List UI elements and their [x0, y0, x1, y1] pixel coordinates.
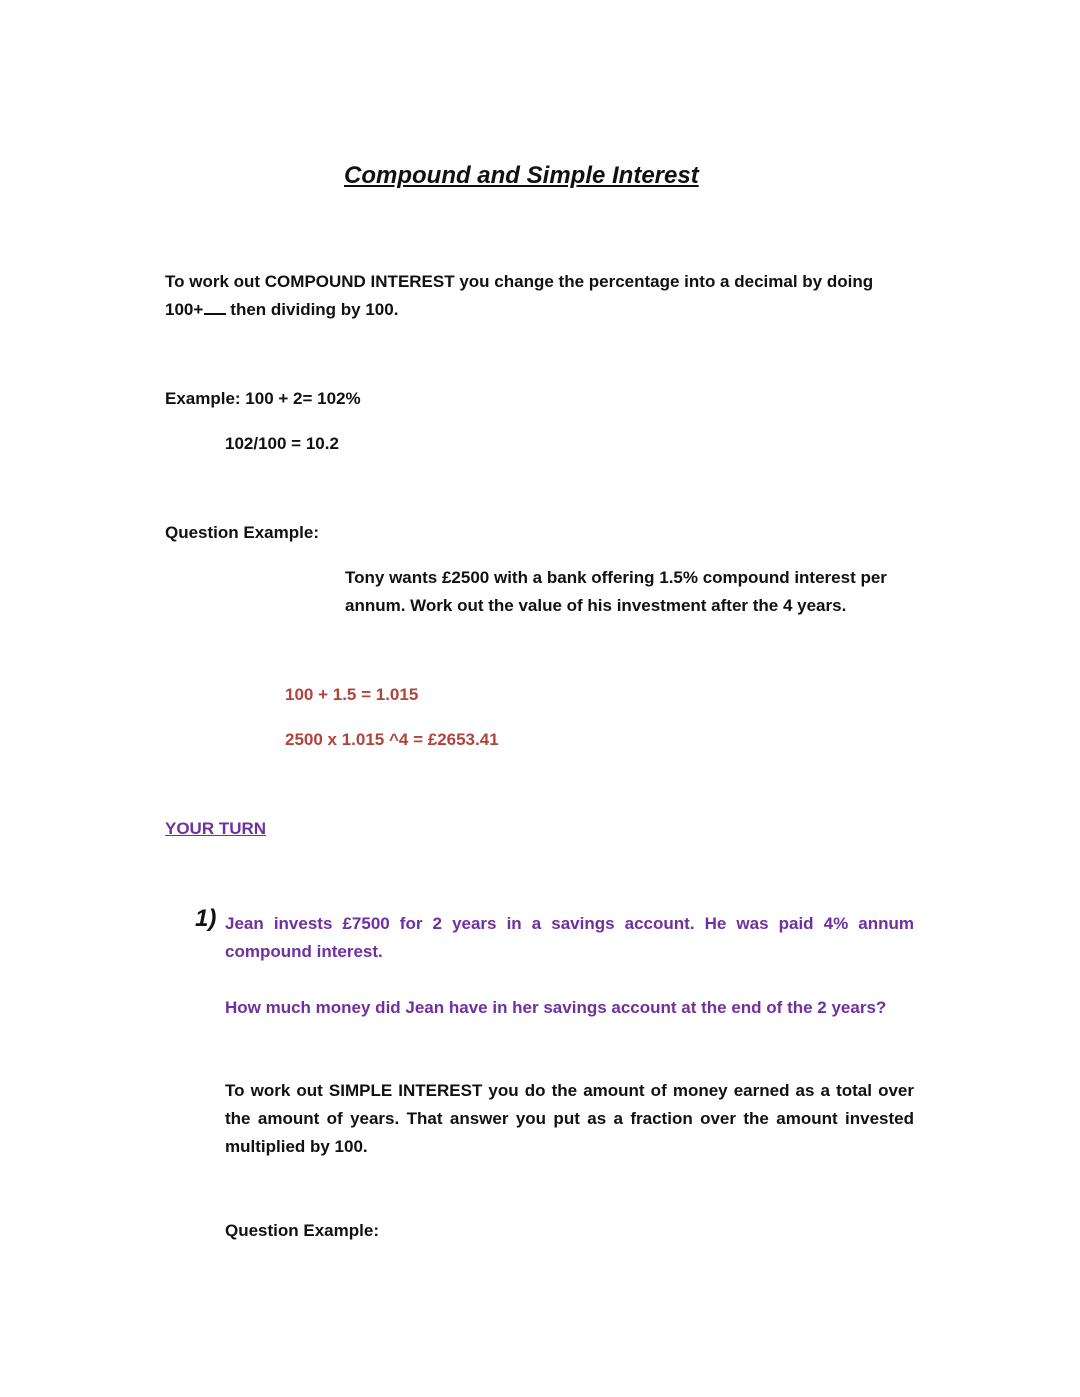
question-1-line-3: How much money did Jean have in her savings account at the end of the 2 years? — [225, 998, 887, 1017]
question-example-2-label: Question Example: — [225, 1221, 379, 1240]
fill-in-blank — [204, 299, 226, 315]
question-1-line-1: Jean invests £7500 for 2 years in a savings account. He was paid 4% annum — [225, 914, 914, 933]
question-1-line-2: compound interest. — [225, 942, 383, 961]
intro-line-2-suffix: then dividing by 100. — [230, 300, 399, 319]
working-line-2: 2500 x 1.015 ^4 = £2653.41 — [285, 730, 499, 749]
working-line-1: 100 + 1.5 = 1.015 — [285, 685, 419, 704]
example-line-2: 102/100 = 10.2 — [225, 434, 339, 453]
intro-line-2 — [165, 296, 398, 324]
question-number: 1) — [195, 905, 217, 932]
simple-interest-line-1: To work out SIMPLE INTEREST you do the amount of money earned as a total over — [225, 1081, 914, 1100]
example-line-1: Example: 100 + 2= 102% — [165, 389, 361, 408]
question-example-line-1: Tony wants £2500 with a bank offering 1.5% compound interest per — [345, 568, 887, 587]
intro-line-1: To work out COMPOUND INTEREST you change the percentage into a decimal by doing — [165, 272, 874, 291]
your-turn-link[interactable]: YOUR TURN — [165, 819, 267, 838]
page-title: Compound and Simple Interest — [344, 162, 699, 189]
intro-line-2-prefix: 100+ — [165, 300, 204, 319]
question-example-line-2: annum. Work out the value of his investment after the 4 years. — [345, 596, 847, 615]
question-example-label: Question Example: — [165, 523, 319, 542]
simple-interest-line-2: the amount of years. That answer you put as a fraction over the amount invested — [225, 1109, 914, 1128]
simple-interest-line-3: multiplied by 100. — [225, 1137, 368, 1156]
